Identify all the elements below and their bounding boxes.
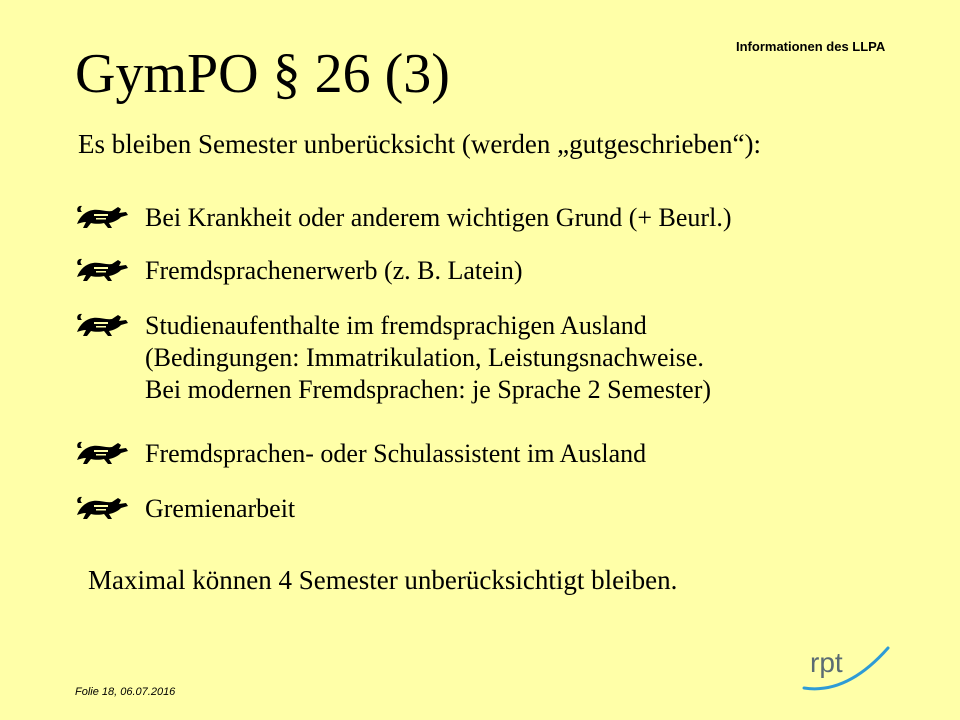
intro-text: Es bleiben Semester unberücksicht (werden „gutgeschrieben“):	[78, 129, 761, 159]
bullet-line: Studienaufenthalte im fremdsprachigen Ausland	[145, 311, 647, 340]
bullet-line: Bei modernen Fremdsprachen: je Sprache 2 Semester)	[145, 375, 712, 404]
rpt-logo	[800, 642, 892, 692]
lion-icon	[74, 438, 130, 466]
bullet-text	[145, 493, 295, 525]
lion-icon	[74, 202, 130, 230]
header-note: Informationen des LLPA	[736, 39, 886, 54]
bullet-text	[145, 310, 711, 406]
bullet-text	[145, 202, 731, 234]
bullet-line: Bei Krankheit oder anderem wichtigen Grund (+ Beurl.)	[145, 203, 732, 232]
bullet-text	[145, 255, 523, 287]
bullet-line: Fremdsprachenerwerb (z. B. Latein)	[145, 256, 523, 285]
summary-text: Maximal können 4 Semester unberücksichtigt bleiben.	[88, 565, 678, 595]
lion-icon	[74, 255, 130, 283]
bullet-text	[145, 438, 646, 470]
lion-icon	[74, 493, 130, 521]
bullet-line: Fremdsprachen- oder Schulassistent im Ausland	[145, 439, 647, 468]
slide-title: GymPO § 26 (3)	[75, 43, 450, 105]
lion-icon	[74, 310, 130, 338]
footer-slide-info: Folie 18, 06.07.2016	[75, 686, 176, 698]
logo-text: rpt	[810, 647, 843, 678]
bullet-line: Gremienarbeit	[145, 494, 296, 523]
bullet-line: (Bedingungen: Immatrikulation, Leistungsnachweise.	[145, 343, 704, 372]
